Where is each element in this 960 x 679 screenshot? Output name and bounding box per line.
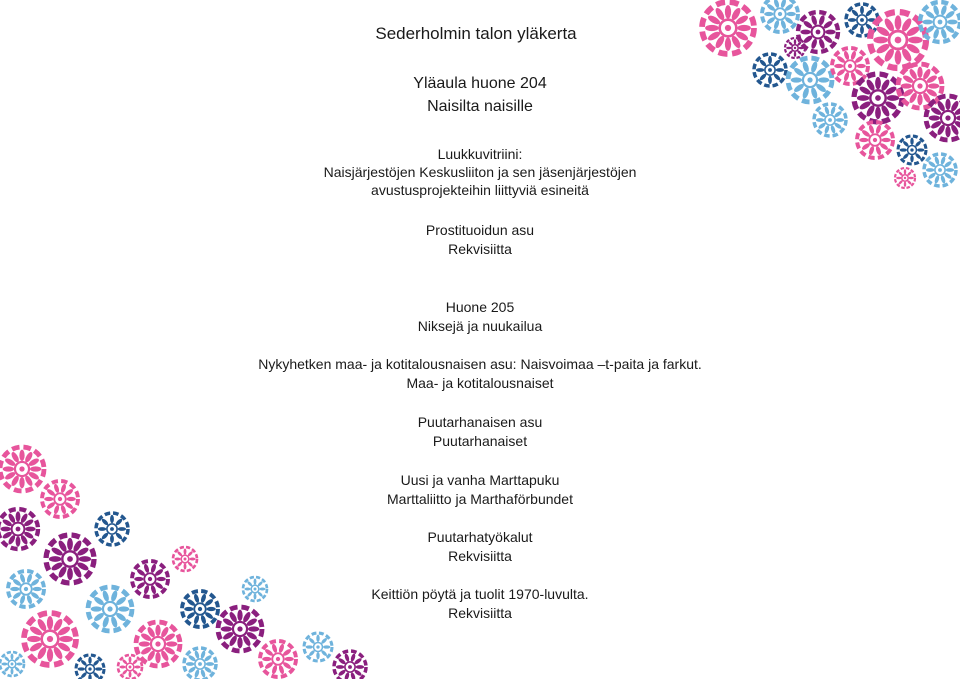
flower-doily [304, 633, 332, 661]
item-title: Keittiön pöytä ja tuolit 1970-luvulta. [371, 586, 589, 602]
item-source: Puutarhanaiset [432, 433, 528, 449]
item-source: Rekvisiitta [448, 241, 512, 257]
room-theme: Niksejä ja nuukailua [417, 318, 543, 334]
flower-doily [184, 648, 216, 679]
exhibit-title: Naisilta naisille [427, 98, 533, 115]
item-title: Puutarhanaisen asu [417, 414, 543, 430]
hall-title: Yläaula huone 204 [413, 75, 547, 92]
item-title: Uusi ja vanha Marttapuku [400, 472, 560, 488]
item-source: Marttaliitto ja Marthaförbundet [387, 491, 573, 507]
building-title: Sederholmin talon yläkerta [375, 24, 577, 43]
flower-doily [136, 622, 180, 666]
item-title: Puutarhatyökalut [427, 529, 533, 545]
room-heading: Huone 205 [445, 299, 515, 315]
item-title: Prostituoidun asu [425, 222, 535, 238]
flower-doily [334, 651, 366, 679]
item-source: Rekvisiitta [448, 548, 512, 564]
showcase-heading: Luukkuvitriini: [437, 146, 523, 162]
item-source: Rekvisiitta [448, 605, 512, 621]
item-title: Nykyhetken maa- ja kotitalousnaisen asu: Naisvoimaa –t-paita ja farkut. [258, 356, 702, 372]
item-source: Maa- ja kotitalousnaiset [406, 375, 554, 391]
flower-doily [76, 655, 104, 679]
flower-doily [118, 655, 142, 679]
showcase-description: Naisjärjestöjen Keskusliiton ja sen jäsenjärjestöjen [323, 164, 637, 180]
flower-doily [260, 641, 296, 677]
showcase-description-cont: avustusprojekteihin liittyviä esineitä [371, 182, 589, 198]
flower-doily [0, 652, 24, 676]
